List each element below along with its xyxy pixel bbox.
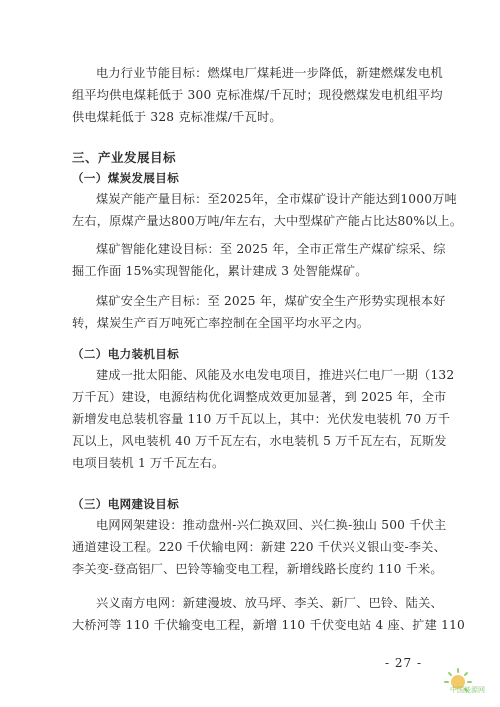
text-line: 通道建设工程。220 千伏输电网：新建 220 千伏兴义银山变-李关、	[72, 540, 446, 554]
text-line: 大桥河等 110 千伏输变电工程，新增 110 千伏变电站 4 座、扩建 110	[72, 618, 465, 632]
text-line: 煤炭产能产量目标：至2025年，全市煤矿设计产能达到1000万吨	[96, 192, 457, 206]
watermark-text: 中国能源网	[450, 686, 485, 694]
text-line: 掘工作面 15%实现智能化，累计建成 3 处智能煤矿。	[72, 264, 368, 278]
text-line: 煤矿安全生产目标：至 2025 年，煤矿安全生产形势实现根本好	[96, 294, 446, 308]
text-line: 电项目装机 1 万千瓦左右。	[72, 456, 225, 470]
page-number: - 27 -	[385, 656, 423, 670]
paragraph-power-capacity	[72, 364, 455, 474]
text-line: 电力行业节能目标：燃煤电厂煤耗进一步降低，新建燃煤发电机	[96, 66, 443, 80]
paragraph-coal-intelligent	[72, 238, 446, 282]
text-line: 供电煤耗低于 328 克标准煤/千瓦时。	[72, 110, 282, 124]
text-line: 李关变-登高铝厂、巴铃等输变电工程，新增线路长度约 110 千米。	[72, 562, 443, 576]
text-line: 瓦以上，风电装机 40 万千瓦左右，水电装机 5 万千瓦左右，瓦斯发	[72, 434, 447, 448]
paragraph-coal-safety	[72, 290, 446, 334]
paragraph-xingyi-grid	[72, 592, 465, 636]
text-line: 建成一批太阳能、风能及水电发电项目，推进兴仁电厂一期（132	[96, 368, 455, 382]
text-line: 煤矿智能化建设目标：至 2025 年，全市正常生产煤矿综采、综	[96, 242, 446, 256]
text-line: 万千瓦）建设，电源结构优化调整成效更加显著，到 2025 年，全市	[72, 390, 447, 404]
section-heading-industry-targets: 三、产业发展目标	[72, 150, 177, 165]
paragraph-power-industry-energy-saving	[72, 62, 443, 128]
text-line: 转，煤炭生产百万吨死亡率控制在全国平均水平之内。	[72, 316, 370, 330]
text-line: 组平均供电煤耗低于 300 克标准煤/千瓦时；现役燃煤发电机组平均	[72, 88, 443, 102]
text-line: 兴义南方电网：新建漫坡、放马坪、李关、新厂、巴铃、陆关、	[96, 596, 443, 610]
paragraph-grid-framework	[72, 514, 447, 580]
subsection-heading-power-capacity: （二）电力装机目标	[72, 347, 180, 361]
subsection-heading-coal: （一）煤炭发展目标	[72, 171, 180, 185]
subsection-heading-grid: （三）电网建设目标	[72, 497, 180, 511]
text-line: 左右，原煤产量达800万吨/年左右，大中型煤矿产能占比达80%以上。	[72, 214, 463, 228]
paragraph-coal-capacity	[72, 188, 463, 232]
text-line: 新增发电总装机容量 110 万千瓦以上，其中：光伏发电装机 70 万千	[72, 412, 451, 426]
text-line: 电网网架建设：推动盘州-兴仁换双回、兴仁换-独山 500 千伏主	[96, 518, 447, 532]
